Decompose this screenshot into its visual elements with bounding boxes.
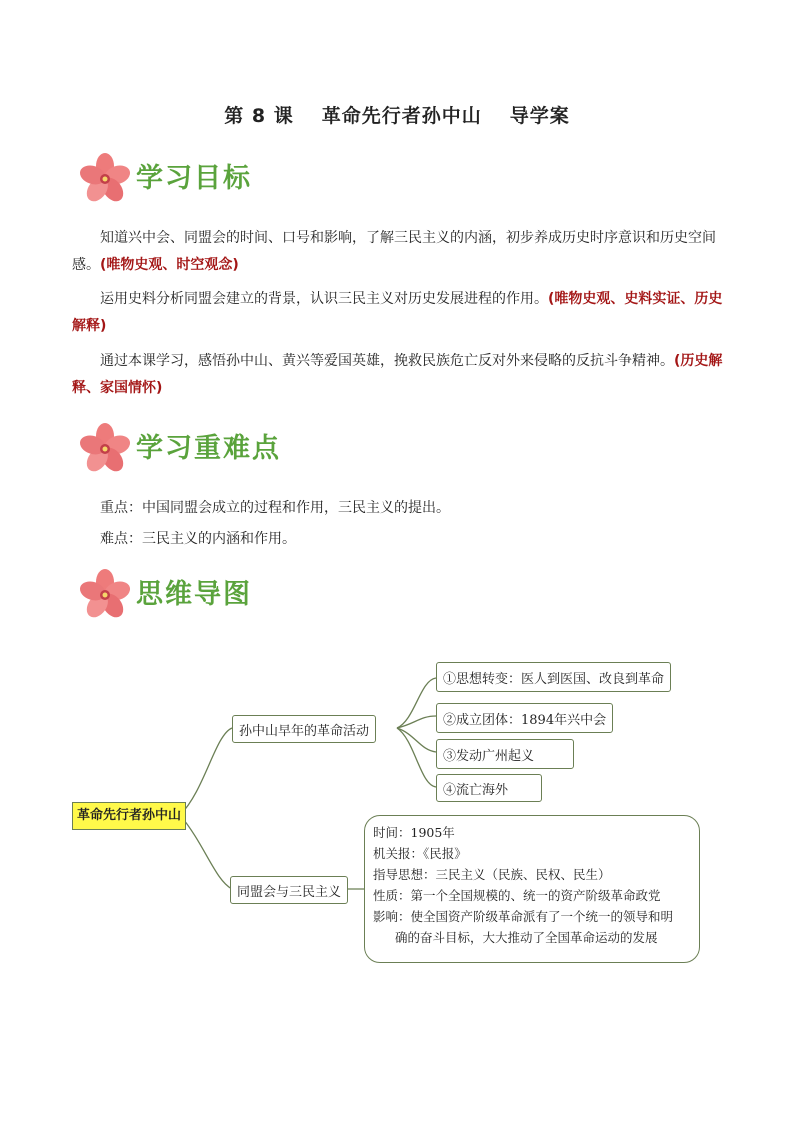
lesson-number: 第 8 课 — [224, 105, 294, 127]
detail-impact-cont: 确的奋斗目标，大大推动了全国革命运动的发展 — [395, 930, 658, 945]
section-title-goals: 学习目标 — [136, 163, 252, 194]
key-point: 重点：中国同盟会成立的过程和作用，三民主义的提出。 — [100, 500, 450, 516]
connector-root-branch2 — [180, 815, 232, 889]
mindmap-item-thought-change: ①思想转变：医人到医国、改良到革命 — [436, 662, 671, 692]
detail-guiding-thought: 指导思想：三民主义（民族、民权、民生） — [373, 867, 611, 882]
detail-organ: 机关报：《民报》 — [373, 846, 467, 861]
lesson-topic: 革命先行者孙中山 — [321, 105, 482, 127]
goal-paragraph-2: 运用史料分析同盟会建立的背景，认识三民主义对历史发展进程的作用。(唯物史观、史料实证、历史解释) — [72, 291, 723, 334]
section-title-mindmap: 思维导图 — [136, 579, 252, 610]
detail-impact: 影响：使全国资产阶级革命派有了一个统一的领导和明 — [373, 909, 674, 924]
mindmap-branch-tongmenghui: 同盟会与三民主义 — [230, 876, 348, 904]
connector-root-branch1 — [180, 728, 232, 815]
competency-tag: (唯物史观、时空观念) — [100, 257, 239, 273]
detail-time: 时间：1905年 — [373, 825, 455, 840]
mindmap-item-guangzhou-uprising: ③发动广州起义 — [436, 739, 574, 769]
goal-paragraph-1: 知道兴中会、同盟会的时间、口号和影响，了解三民主义的内涵，初步养成历史时序意识和历史空间感。(唯物史观、时空观念) — [72, 230, 716, 273]
mindmap-root: 革命先行者孙中山 — [72, 802, 186, 830]
goal-paragraph-3: 通过本课学习，感悟孙中山、黄兴等爱国英雄，挽救民族危亡反对外来侵略的反抗斗争精神。(历史解释、家国情怀) — [72, 353, 723, 396]
difficult-point: 难点：三民主义的内涵和作用。 — [100, 531, 296, 547]
competency-tag: (唯物史观、史料实证、历史解释) — [72, 291, 723, 334]
detail-nature: 性质：第一个全国规模的、统一的资产阶级革命政党 — [373, 888, 661, 903]
section-title-keypoints: 学习重难点 — [136, 433, 281, 464]
mindmap-item-organization: ②成立团体：1894年兴中会 — [436, 703, 613, 733]
mindmap-tongmenghui-details — [364, 815, 700, 963]
mindmap-item-exile: ④流亡海外 — [436, 774, 542, 802]
doc-type: 导学案 — [509, 105, 570, 127]
competency-tag: (历史解释、家国情怀) — [72, 353, 723, 396]
mindmap-branch-early-activities: 孙中山早年的革命活动 — [232, 715, 376, 743]
